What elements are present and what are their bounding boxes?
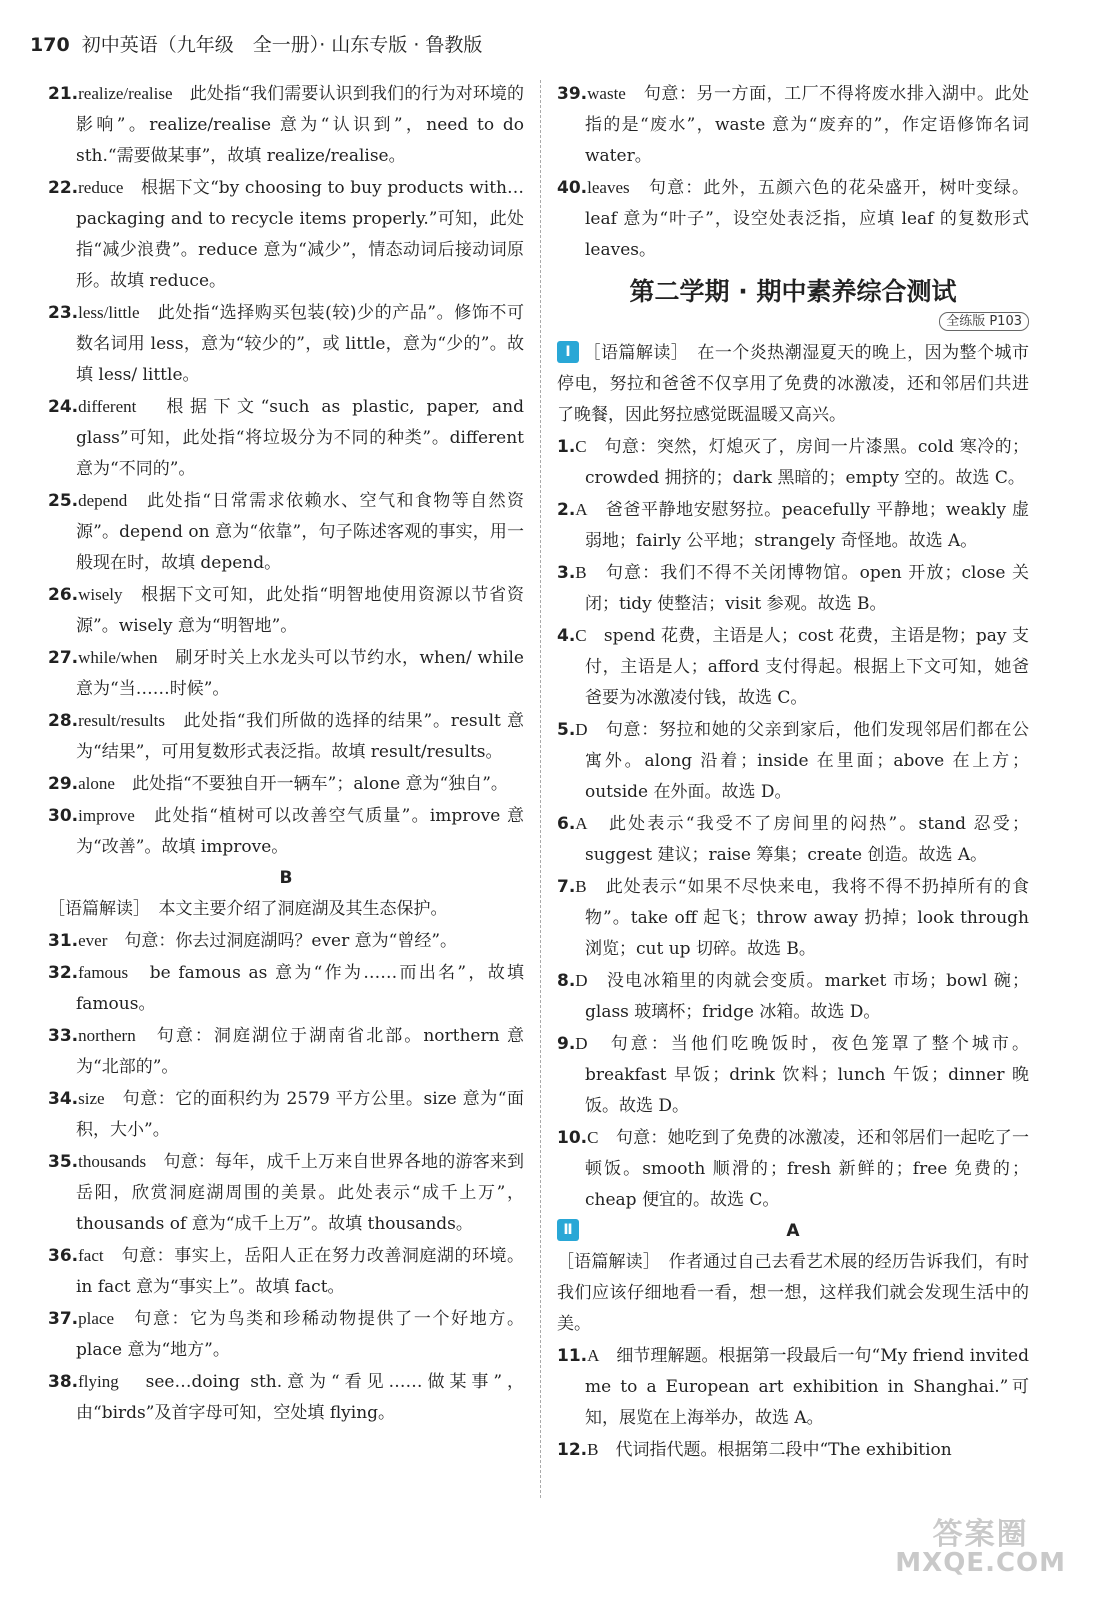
item-number: 33. xyxy=(48,1026,79,1046)
reading-summary-part-2: ［语篇解读］ 作者通过自己去看艺术展的经历告诉我们，有时我们应该仔细地看一看，想一想，这样我们就会发现生活中的美。 xyxy=(557,1252,1029,1334)
item-number: 40. xyxy=(557,178,588,198)
item-explanation: 根据下文可知，此处指“明智地使用资源以节省资源”。wisely 意为“明智地”。 xyxy=(76,585,524,636)
part-2-icon: Ⅱ xyxy=(557,1219,579,1241)
answer-item xyxy=(48,1020,524,1083)
item-explanation: 句意：它的面积约为 2579 平方公里。size 意为“面积，大小”。 xyxy=(76,1089,524,1140)
item-answer: B xyxy=(575,877,587,896)
item-explanation: 此处表示“我受不了房间里的闷热”。stand 忍受；suggest 建议；raise 筹集；create 创造。故选 A。 xyxy=(585,814,1029,865)
item-explanation: 此处指“我们所做的选择的结果”。result 意为“结果”，可用复数形式表泛指。故填 result/results。 xyxy=(76,711,524,762)
item-answer: fact xyxy=(78,1246,104,1265)
item-answer: B xyxy=(575,563,587,582)
item-answer: flying xyxy=(78,1372,119,1391)
answer-item xyxy=(557,808,1029,871)
answer-item xyxy=(48,297,524,391)
right-column xyxy=(557,78,1029,1466)
item-answer: wisely xyxy=(78,585,123,604)
section-ref-badge: 全练版 P103 xyxy=(939,312,1029,331)
answer-item xyxy=(557,78,1029,172)
item-number: 24. xyxy=(48,397,79,417)
item-answer: while/when xyxy=(78,648,158,667)
item-number: 4. xyxy=(557,626,576,646)
item-explanation: be famous as 意为“作为……而出名”，故填 famous。 xyxy=(76,963,524,1014)
item-answer: famous xyxy=(78,963,129,982)
answer-item xyxy=(48,579,524,642)
left-column xyxy=(48,78,524,1429)
item-number: 23. xyxy=(48,303,79,323)
item-number: 11. xyxy=(557,1346,588,1366)
answer-item xyxy=(557,620,1029,714)
answer-item xyxy=(557,1122,1029,1216)
item-explanation: 句意：我们不得不关闭博物馆。open 开放；close 关闭；tidy 使整洁；visit 参观。故选 B。 xyxy=(585,563,1029,614)
answer-list-part-b xyxy=(48,925,524,1429)
answer-item xyxy=(557,494,1029,557)
section-ref-row xyxy=(557,310,1029,334)
item-explanation: 句意：突然，灯熄灭了，房间一片漆黑。cold 寒冷的；crowded 拥挤的；dark 黑暗的；empty 空的。故选 C。 xyxy=(585,437,1029,488)
answer-list-part-a xyxy=(48,78,524,863)
item-answer: D xyxy=(575,720,588,739)
item-explanation: 句意：当他们吃晚饭时，夜色笼罩了整个城市。breakfast 早饭；drink 饮料；lunch 午饭；dinner 晚饭。故选 D。 xyxy=(585,1034,1029,1116)
book-title: 初中英语（九年级 全一册）· 山东专版 · 鲁教版 xyxy=(81,34,483,56)
item-answer: less/little xyxy=(78,303,140,322)
item-explanation: 此处指“植树可以改善空气质量”。improve 意为“改善”。故填 improve。 xyxy=(76,806,524,857)
answer-item xyxy=(557,1028,1029,1122)
item-number: 21. xyxy=(48,84,79,104)
item-explanation: 句意：每年，成千上万来自世界各地的游客来到岳阳，欣赏洞庭湖周围的美景。此处表示“成千上万”，thousands of 意为“成千上万”。故填 thousands。 xyxy=(76,1152,524,1234)
answer-list-part-1 xyxy=(557,431,1029,1216)
answer-item xyxy=(48,391,524,485)
item-answer: D xyxy=(575,971,588,990)
item-answer: depend xyxy=(78,491,128,510)
item-explanation: 此处指“选择购买包装(较)少的产品”。修饰不可数名词用 less，意为“较少的”，或 little，意为“少的”。故填 less/ little。 xyxy=(76,303,524,385)
answer-item xyxy=(48,1146,524,1240)
item-answer: ever xyxy=(78,931,108,950)
item-number: 8. xyxy=(557,971,576,991)
item-number: 3. xyxy=(557,563,576,583)
section-title: 第二学期 · 期中素养综合测试 xyxy=(629,277,957,306)
item-explanation: 句意：洞庭湖位于湖南省北部。northern 意为“北部的”。 xyxy=(76,1026,524,1077)
item-answer: A xyxy=(587,1346,600,1365)
section-heading-a: A xyxy=(786,1221,800,1241)
item-explanation: 句意：她吃到了免费的冰激凌，还和邻居们一起吃了一顿饭。smooth 顺滑的；fresh 新鲜的；free 免费的；cheap 便宜的。故选 C。 xyxy=(585,1128,1029,1210)
item-number: 30. xyxy=(48,806,79,826)
item-answer: B xyxy=(587,1440,599,1459)
item-explanation: see…doing sth.意为“看见……做某事”，由“birds”及首字母可知，空处填 flying。 xyxy=(76,1372,524,1423)
item-number: 12. xyxy=(557,1440,588,1460)
item-explanation: 根据下文“such as plastic, paper, and glass”可知，此处指“将垃圾分为不同的种类”。different 意为“不同的”。 xyxy=(76,397,524,479)
item-number: 6. xyxy=(557,814,576,834)
item-number: 39. xyxy=(557,84,588,104)
item-number: 9. xyxy=(557,1034,576,1054)
watermark-line-1: 答案圈 xyxy=(932,1517,1029,1552)
answer-item xyxy=(48,78,524,172)
page-number: 170 xyxy=(30,34,70,56)
answer-item xyxy=(48,485,524,579)
item-number: 10. xyxy=(557,1128,588,1148)
item-explanation: 句意：事实上，岳阳人正在努力改善洞庭湖的环境。in fact 意为“事实上”。故填 fact。 xyxy=(76,1246,524,1297)
item-answer: A xyxy=(575,500,588,519)
item-answer: reduce xyxy=(78,178,124,197)
item-number: 25. xyxy=(48,491,79,511)
answer-item xyxy=(48,1083,524,1146)
item-answer: realize/realise xyxy=(78,84,173,103)
item-explanation: 刷牙时关上水龙头可以节约水，when/ while 意为“当……时候”。 xyxy=(76,648,524,699)
item-answer: D xyxy=(575,1034,588,1053)
item-answer: C xyxy=(587,1128,599,1147)
item-number: 28. xyxy=(48,711,79,731)
column-divider xyxy=(540,80,541,1498)
item-number: 32. xyxy=(48,963,79,983)
item-number: 37. xyxy=(48,1309,79,1329)
reading-summary-b: ［语篇解读］ 本文主要介绍了洞庭湖及其生态保护。 xyxy=(48,899,448,919)
item-explanation: 句意：努拉和她的父亲到家后，他们发现邻居们都在公寓外。along 沿着；inside 在里面；above 在上方；outside 在外面。故选 D。 xyxy=(585,720,1029,802)
answer-item xyxy=(557,1434,1029,1466)
answer-item xyxy=(48,1303,524,1366)
answer-item xyxy=(48,172,524,297)
page-header xyxy=(30,30,482,57)
answer-item xyxy=(48,925,524,957)
part-2-heading-row xyxy=(557,1216,1029,1247)
item-explanation: 爸爸平静地安慰努拉。peacefully 平静地；weakly 虚弱地；fairly 公平地；strangely 奇怪地。故选 A。 xyxy=(585,500,1029,551)
item-explanation: 此处表示“如果不尽快来电，我将不得不扔掉所有的食物”。take off 起飞；throw away 扔掉；look through 浏览；cut up 切碎。故选 B。 xyxy=(585,877,1029,959)
item-answer: C xyxy=(575,437,587,456)
item-answer: improve xyxy=(78,806,135,825)
section-heading-b: B xyxy=(279,868,293,888)
answer-item xyxy=(48,705,524,768)
item-answer: waste xyxy=(587,84,626,103)
item-answer: place xyxy=(78,1309,114,1328)
part-1-icon: Ⅰ xyxy=(557,341,579,363)
answer-item xyxy=(48,1240,524,1303)
item-number: 38. xyxy=(48,1372,79,1392)
watermark-line-2: MXQE.COM xyxy=(895,1548,1066,1578)
answer-list-part-2 xyxy=(557,1340,1029,1466)
item-answer: result/results xyxy=(78,711,166,730)
item-answer: size xyxy=(78,1089,105,1108)
item-explanation: 句意：它为鸟类和珍稀动物提供了一个好地方。place 意为“地方”。 xyxy=(76,1309,524,1360)
item-explanation: 句意：你去过洞庭湖吗？ever 意为“曾经”。 xyxy=(107,931,458,951)
item-explanation: 代词指代题。根据第二段中“The exhibition xyxy=(598,1440,952,1460)
item-number: 5. xyxy=(557,720,576,740)
reading-summary-part-1-text: ［语篇解读］ 在一个炎热潮湿夏天的晚上，因为整个城市停电，努拉和爸爸不仅享用了免费的冰激凌，还和邻居们共进了晚餐，因此努拉感觉既温暖又高兴。 xyxy=(557,343,1029,425)
item-explanation: spend 花费，主语是人；cost 花费，主语是物；pay 支付，主语是人；afford 支付得起。根据上下文可知，她爸爸要为冰激凌付钱，故选 C。 xyxy=(585,626,1029,708)
answer-item xyxy=(48,1366,524,1429)
answer-item xyxy=(48,768,524,800)
item-number: 1. xyxy=(557,437,576,457)
answer-item xyxy=(48,642,524,705)
answer-item xyxy=(48,800,524,863)
item-number: 7. xyxy=(557,877,576,897)
item-explanation: 细节理解题。根据第一段最后一句“My friend invited me to a European art exhibition in Shanghai.”可知，展览在上海举办，故选 A。 xyxy=(585,1346,1029,1428)
answer-item xyxy=(557,431,1029,494)
item-answer: C xyxy=(575,626,587,645)
item-number: 29. xyxy=(48,774,79,794)
answer-item xyxy=(557,965,1029,1028)
watermark-logo xyxy=(895,1517,1066,1578)
answer-item xyxy=(557,1340,1029,1434)
item-explanation: 此处指“我们需要认识到我们的行为对环境的影响”。realize/realise 意为“认识到”，need to do sth.“需要做某事”，故填 realize/realise。 xyxy=(76,84,524,166)
item-number: 31. xyxy=(48,931,79,951)
item-number: 26. xyxy=(48,585,79,605)
answer-item xyxy=(557,557,1029,620)
item-number: 22. xyxy=(48,178,79,198)
item-answer: northern xyxy=(78,1026,136,1045)
answer-list-continued xyxy=(557,78,1029,266)
item-explanation: 句意：另一方面，工厂不得将废水排入湖中。此处指的是“废水”，waste 意为“废弃的”，作定语修饰名词 water。 xyxy=(585,84,1029,166)
item-answer: leaves xyxy=(587,178,630,197)
item-explanation: 此处指“不要独自开一辆车”；alone 意为“独自”。 xyxy=(114,774,508,794)
item-number: 27. xyxy=(48,648,79,668)
answer-item xyxy=(557,172,1029,266)
item-number: 2. xyxy=(557,500,576,520)
item-explanation: 此处指“日常需求依赖水、空气和食物等自然资源”。depend on 意为“依靠”，句子陈述客观的事实，用一般现在时，故填 depend。 xyxy=(76,491,524,573)
reading-summary-part-1 xyxy=(557,338,1029,431)
item-answer: alone xyxy=(78,774,115,793)
item-number: 34. xyxy=(48,1089,79,1109)
item-answer: A xyxy=(575,814,588,833)
item-explanation: 句意：此外，五颜六色的花朵盛开，树叶变绿。leaf 意为“叶子”，设空处表泛指，应填 leaf 的复数形式 leaves。 xyxy=(585,178,1029,260)
item-number: 35. xyxy=(48,1152,79,1172)
item-answer: thousands xyxy=(78,1152,147,1171)
item-explanation: 没电冰箱里的肉就会变质。market 市场；bowl 碗；glass 玻璃杯；fridge 冰箱。故选 D。 xyxy=(585,971,1029,1022)
answer-item xyxy=(557,871,1029,965)
item-answer: different xyxy=(78,397,137,416)
answer-item xyxy=(557,714,1029,808)
answer-item xyxy=(48,957,524,1020)
item-number: 36. xyxy=(48,1246,79,1266)
item-explanation: 根据下文“by choosing to buy products with… packaging and to recycle items properly.”可知，此处指“减少浪费”。reduce 意为“减少”，情态动词后接动词原形。故填 reduce。 xyxy=(76,178,524,291)
